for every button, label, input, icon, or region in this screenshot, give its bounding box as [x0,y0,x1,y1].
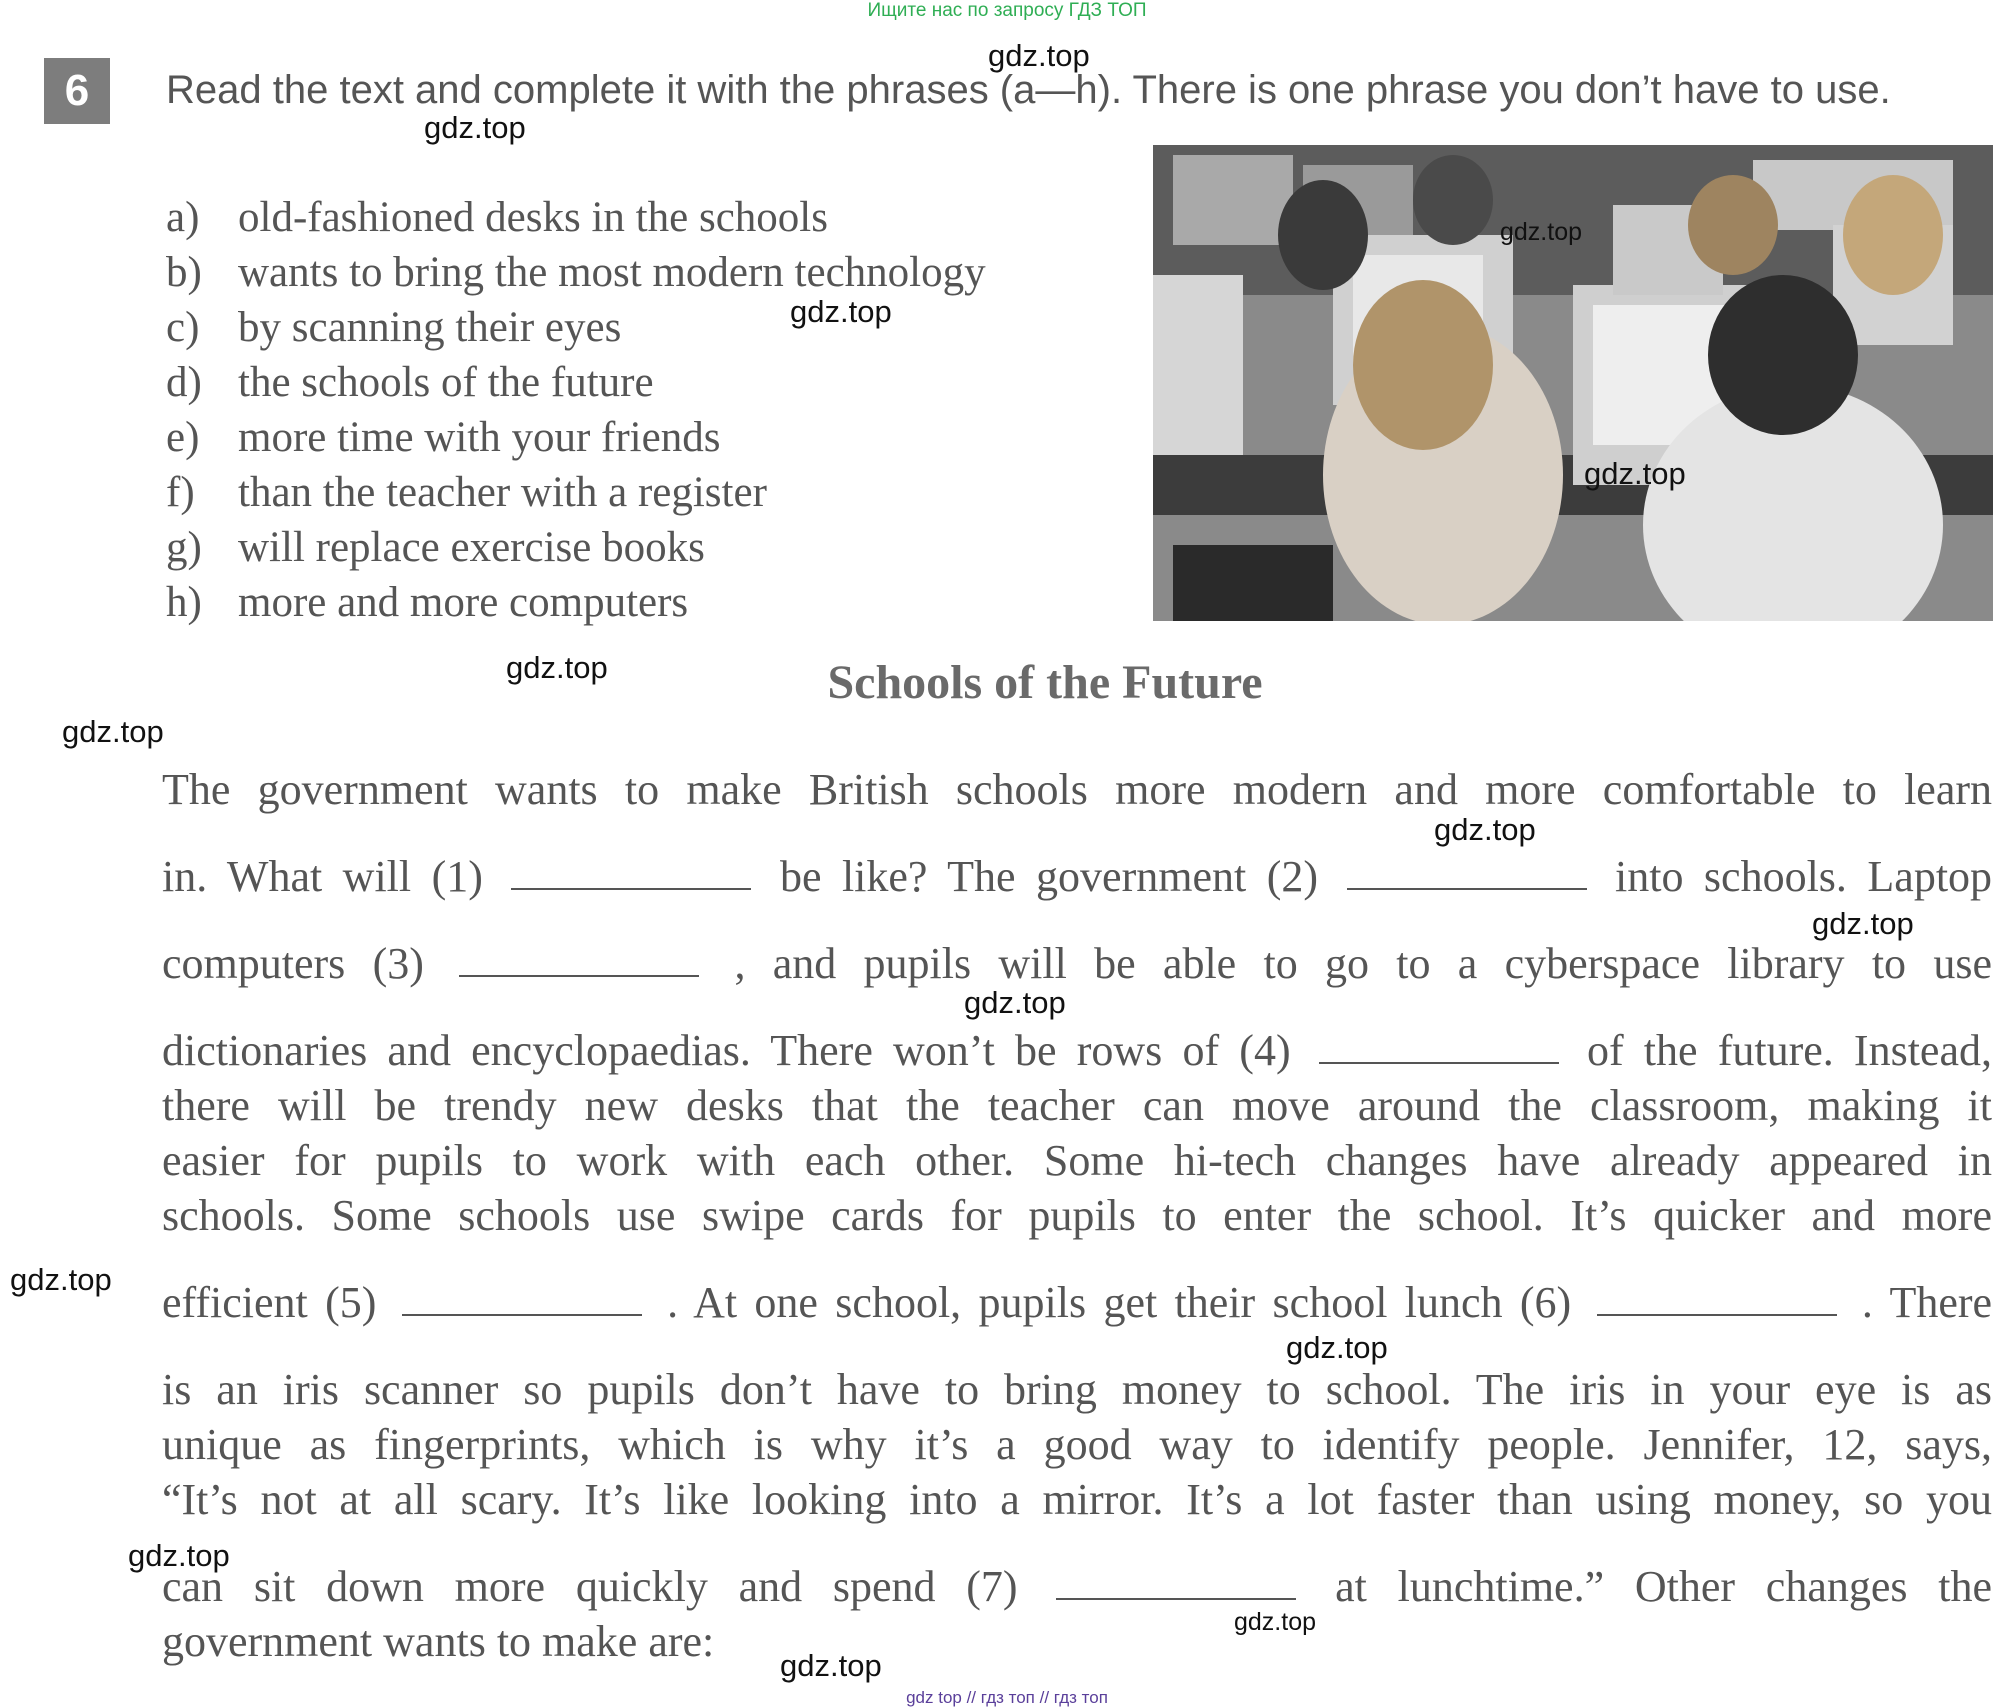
phrase-text: will replace exercise books [238,524,705,571]
watermark: gdz.top [1434,812,1536,847]
article-line [162,1472,1992,1527]
phrase-item [166,300,1126,355]
watermark: gdz.top [1500,218,1583,246]
phrase-item [166,575,1126,630]
line-text: . At one school, pupils get their school lunch (6) [667,1278,1572,1327]
watermark: gdz.top [1286,1330,1388,1365]
phrase-text: more time with your friends [238,414,721,461]
watermark: gdz.top [1584,456,1686,491]
line-text: easier for pupils to work with each other. Some hi-tech changes have already appeared in [162,1136,1992,1185]
article-line [162,1275,1992,1330]
line-text: “It’s not at all scary. It’s like looking into a mirror. It’s a lot faster than using money, so you [162,1475,1992,1524]
line-text: is an iris scanner so pupils don’t have to bring money to school. The iris in your eye is as [162,1365,1992,1414]
watermark: gdz.top [424,110,526,145]
blank-6[interactable] [1597,1313,1837,1316]
phrase-text: by scanning their eyes [238,304,622,351]
blank-7[interactable] [1056,1597,1296,1600]
article-line [162,849,1992,904]
phrase-item [166,465,1126,520]
blank-1[interactable] [511,887,751,890]
watermark: gdz.top [1812,906,1914,941]
phrase-letter: b) [166,249,202,296]
line-text: into schools. Laptop [1615,852,1993,901]
line-text: unique as fingerprints, which is why it’s a good way to identify people. Jennifer, 12, says, [162,1420,1992,1469]
phrase-text: wants to bring the most modern technology [238,249,986,296]
task-instruction: Read the text and complete it with the phrases (a—h). There is one phrase you don’t have to use. [166,68,1891,112]
watermark: gdz.top [790,294,892,329]
article-line [162,1417,1992,1472]
article-line [162,1188,1992,1243]
watermark: gdz.top [62,714,164,749]
line-text: can sit down more quickly and spend (7) [162,1562,1018,1611]
line-text: The government wants to make British schools more modern and more comfortable to learn [162,765,1992,814]
line-text: , and pupils will be able to go to a cyberspace library to use [734,939,1992,988]
line-text: government wants to make are: [162,1617,715,1666]
phrase-item [166,245,1126,300]
phrase-text: than the teacher with a register [238,469,767,516]
article-line [162,762,1992,817]
article-line [162,1078,1992,1133]
phrase-letter: h) [166,579,202,626]
blank-5[interactable] [402,1313,642,1316]
article-title: Schools of the Future [827,656,1263,709]
top-banner[interactable]: Ищите нас по запросу ГДЗ ТОП [867,0,1147,21]
watermark: gdz.top [780,1648,882,1683]
phrase-item [166,190,1126,245]
phrase-item [166,355,1126,410]
phrase-letter: g) [166,524,202,571]
article-line [162,1133,1992,1188]
article-line [162,1362,1992,1417]
watermark: gdz.top [988,38,1090,73]
phrase-letter: d) [166,359,202,406]
phrase-item [166,410,1126,465]
line-text: efficient (5) [162,1278,377,1327]
blank-4[interactable] [1319,1061,1559,1064]
article-text [162,762,1992,1669]
line-text: computers (3) [162,939,424,988]
watermark: gdz.top [10,1262,112,1297]
watermark: gdz.top [506,650,608,685]
line-text: in. What will (1) [162,852,483,901]
phrase-letter: f) [166,469,195,516]
line-text: of the future. Instead, [1586,1026,1992,1075]
phrase-item [166,520,1126,575]
blank-2[interactable] [1347,887,1587,890]
phrase-letter: c) [166,304,200,351]
phrase-text: old-fashioned desks in the schools [238,194,828,241]
phrase-text: more and more computers [238,579,689,626]
watermark: gdz.top [128,1538,230,1573]
line-text: . There [1861,1278,1993,1327]
photo-illustration [1153,145,1993,621]
watermark: gdz.top [1234,1608,1317,1636]
blank-3[interactable] [459,974,699,977]
line-text: at lunchtime.” Other changes the [1335,1562,1993,1611]
watermark: gdz.top [964,985,1066,1020]
classroom-computers-photo [1153,145,1993,621]
phrase-letter: a) [166,194,200,241]
line-text: schools. Some schools use swipe cards for pupils to enter the school. It’s quicker and more [162,1191,1992,1240]
phrase-text: the schools of the future [238,359,654,406]
bottom-banner[interactable]: gdz top // гдз топ // гдз топ [906,1688,1108,1707]
phrase-list [166,190,1126,630]
article-line [162,1023,1992,1078]
article-line [162,1559,1992,1614]
phrase-letter: e) [166,414,200,461]
line-text: dictionaries and encyclopaedias. There won’t be rows of (4) [162,1026,1291,1075]
line-text: there will be trendy new desks that the teacher can move around the classroom, making it [162,1081,1992,1130]
task-number-badge: 6 [44,58,110,124]
line-text: be like? The government (2) [779,852,1318,901]
article-line [162,936,1992,991]
article-line [162,1614,1992,1669]
